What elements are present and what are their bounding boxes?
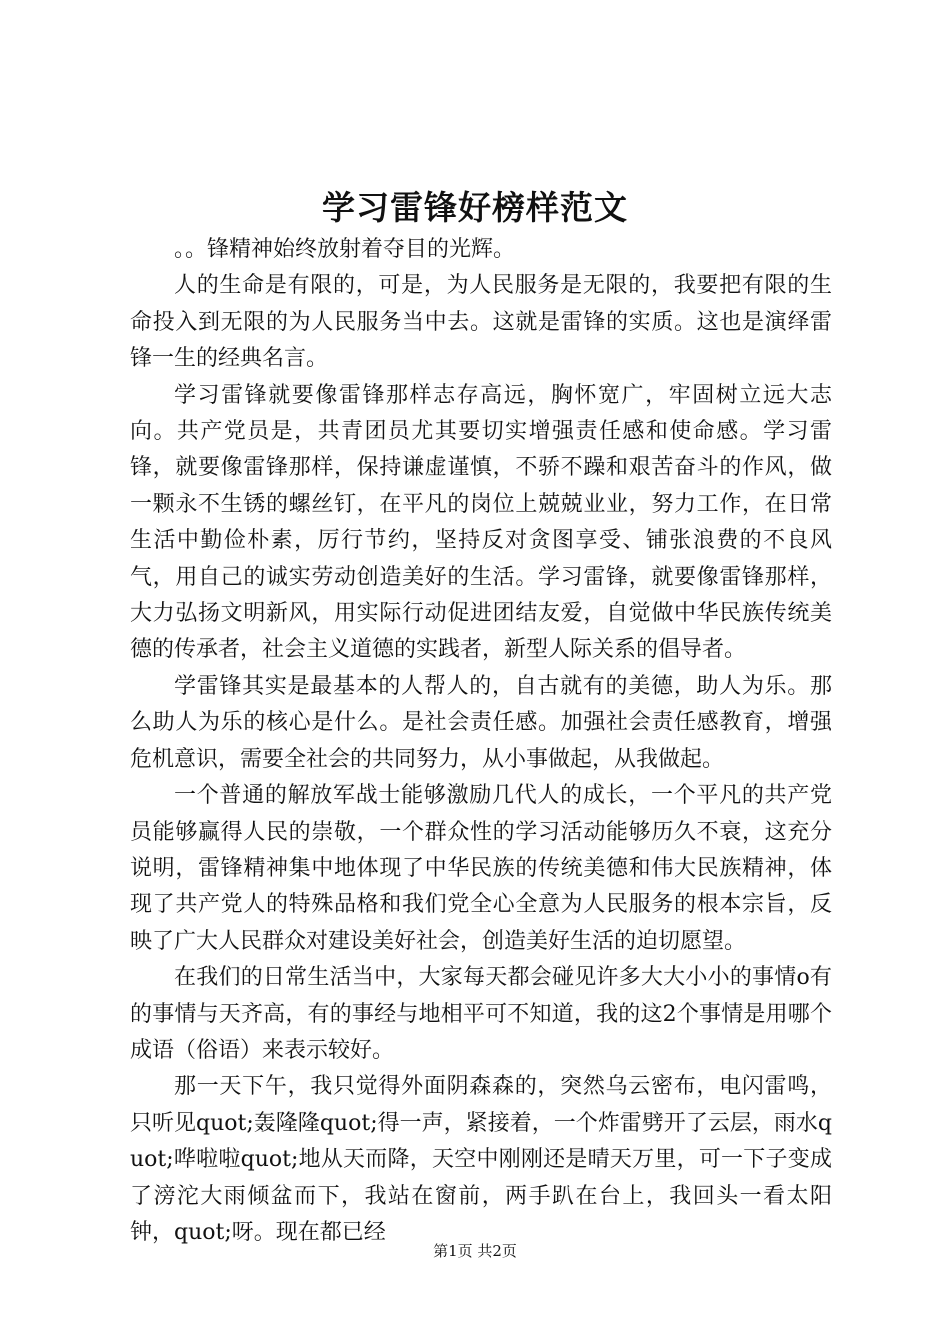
paragraph-5: 一个普通的解放军战士能够激励几代人的成长，一个平凡的共产党员能够赢得人民的崇敬，一个群众性的学习活动能够历久不衰，这充分说明，雷锋精神集中地体现了中华民族的传统美德和伟大民族精神，体现了共产党人的特殊品格和我们党全心全意为人民服务的根本宗旨，反映了广大人民群众对建设美好社会，创造美好生活的迫切愿望。 xyxy=(130,783,832,954)
paragraph-2: 人的生命是有限的，可是，为人民服务是无限的，我要把有限的生命投入到无限的为人民服务当中去。这就是雷锋的实质。这也是演绎雷锋一生的经典名言。 xyxy=(130,273,832,372)
paragraph-4: 学雷锋其实是最基本的人帮人的，自古就有的美德，助人为乐。那么助人为乐的核心是什么。是社会责任感。加强社会责任感教育，增强危机意识，需要全社会的共同努力，从小事做起，从我做起。 xyxy=(130,673,832,772)
document-title: 学习雷锋好榜样范文 xyxy=(322,188,628,227)
document-body xyxy=(130,232,832,1251)
paragraph-7: 那一天下午，我只觉得外面阴森森的，突然乌云密布，电闪雷鸣，只听见quot;轰隆隆quot;得一声，紧接着，一个炸雷劈开了云层，雨水quot;哗啦啦quot;地从天而降，天空中刚刚还是晴天万里，可一下子变成了滂沱大雨倾盆而下，我站在窗前，两手趴在台上，我回头一看太阳钟，quot;呀。现在都已经 xyxy=(130,1074,832,1245)
paragraph-3: 学习雷锋就要像雷锋那样志存高远，胸怀宽广，牢固树立远大志向。共产党员是，共青团员尤其要切实增强责任感和使命感。学习雷锋，就要像雷锋那样，保持谦虚谨慎，不骄不躁和艰苦奋斗的作风，做一颗永不生锈的螺丝钉，在平凡的岗位上兢兢业业，努力工作，在日常生活中勤俭朴素，厉行节约，坚持反对贪图享受、铺张浪费的不良风气，用自己的诚实劳动创造美好的生活。学习雷锋，就要像雷锋那样，大力弘扬文明新风，用实际行动促进团结友爱，自觉做中华民族传统美德的传承者，社会主义道德的实践者，新型人际关系的倡导者。 xyxy=(130,382,832,663)
paragraph-6: 在我们的日常生活当中，大家每天都会碰见许多大大小小的事情o有的事情与天齐高，有的事经与地相平可不知道，我的这2个事情是用哪个成语（俗语）来表示较好。 xyxy=(130,965,832,1063)
paragraph-1: 。。锋精神始终放射着夺目的光辉。 xyxy=(174,237,516,262)
page-footer: 第1页 共2页 xyxy=(433,1242,517,1260)
